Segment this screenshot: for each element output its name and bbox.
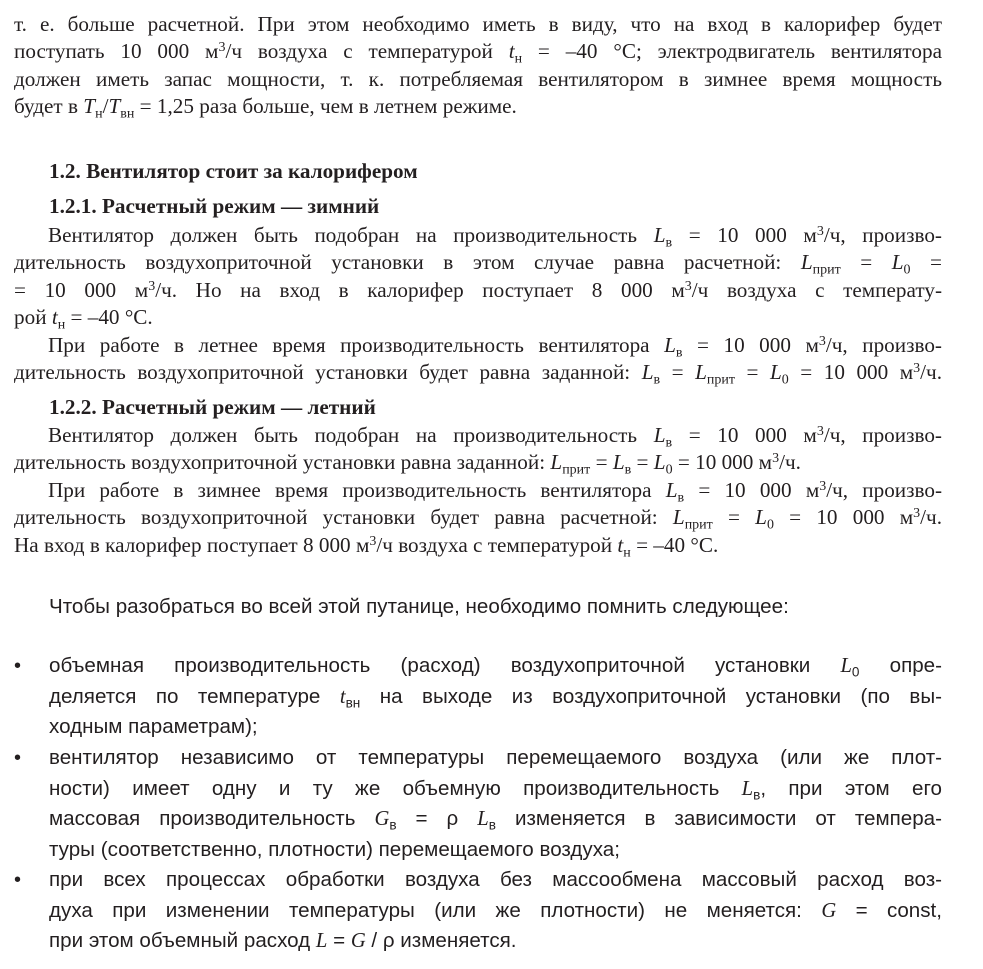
paragraph [14,422,942,477]
subscript: в [653,372,661,388]
text-line [14,477,942,504]
text-run: /ч. Но на вход в калорифер поступает 8 000 м [155,277,685,302]
subscript: 0 [665,462,673,478]
math-var: L [741,777,754,800]
text-line [14,93,942,120]
math-var: L [653,423,666,447]
superscript: 3 [913,506,921,522]
superscript: 3 [369,533,377,549]
text-run: = [327,929,351,953]
math-var: L [769,360,782,385]
subscript: в [675,345,683,361]
subscript: 0 [781,372,789,388]
subscript: в [488,817,496,833]
superscript: 3 [148,278,156,294]
text-run: рой [14,305,52,330]
text-run: Вентилятор должен быть подобран на производительность [48,423,654,447]
math-var: G [350,930,366,953]
text-run: опре- [859,654,942,677]
text-line [49,651,942,682]
text-run: /ч, произво- [823,223,942,247]
subscript: прит [706,372,735,388]
text-run: При работе в летнее время производительность вентилятора [48,333,665,357]
text-line [14,449,942,476]
text-line [49,865,942,896]
text-run: будет в [14,94,84,119]
text-line [49,835,942,866]
subscript: 0 [766,517,774,533]
text-run: = 10 000 м [788,360,914,385]
text-run: = 10 000 м [773,505,914,530]
text-line [14,66,942,93]
superscript: 3 [218,40,226,56]
text-run: = 10 000 м [684,478,820,502]
math-var: T [108,94,121,119]
math-var: L [550,450,563,475]
text-run: /ч, произво- [825,333,942,357]
list-item [49,651,942,743]
text-run: = const, [836,898,942,922]
text-run: = –40 °C. [630,532,719,557]
text-run: = –40 °C; электродвигатель вентилятора [522,39,942,64]
text-run: дительность воздухоприточной установки равна заданной: [14,450,551,475]
text-run: /ч. [779,450,801,475]
math-var: L [664,333,676,357]
superscript: 3 [816,424,824,440]
text-line [14,504,942,531]
text-run: вентилятор независимо от температуры перемещаемого воздуха (или же плот- [49,746,942,769]
subscript: в [665,235,673,251]
math-var: t [51,305,58,330]
superscript: 3 [818,334,826,350]
math-var: L [653,450,666,475]
text-line [49,926,942,957]
math-var: L [755,505,767,530]
text-run: объемная производительность (расход) воздухоприточной установки [49,654,841,677]
text-line [14,332,942,359]
text-run: /ч. [920,505,942,530]
text-line [14,304,942,331]
text-run: духа при изменении температуры (или же плотности) не меняется: [49,898,822,922]
math-var: G [821,899,837,922]
math-var: t [339,685,346,708]
text-run: на выходе из воздухоприточной установки (по вы- [360,684,942,708]
text-run: дительность воздухоприточной установки будет равна заданной: [14,360,642,385]
text-line [14,249,942,276]
text-run: массовая производительность [49,807,375,831]
text-run: туры (соответственно, плотности) перемещаемого воздуха; [49,837,620,861]
text-line [14,277,942,304]
subscript: прит [812,262,841,278]
text-line [49,804,942,835]
subscript: в [624,462,632,478]
math-var: L [653,223,666,247]
text-run: = [590,450,613,475]
subscript: в [677,490,685,506]
math-var: L [477,808,489,831]
text-run: = [734,360,770,385]
math-var: L [695,360,707,385]
subscript: н [57,317,66,333]
text-run: при всех процессах обработки воздуха без массообмена массовый расход воз- [49,868,942,891]
text-run: / ρ изменяется. [365,929,517,953]
superscript: 3 [684,278,692,294]
text-line [14,422,942,449]
text-run: = 10 000 м [14,277,149,302]
text-run: /ч воздуха с температурой [376,532,618,557]
subscript: н [95,106,103,122]
text-run: деляется по температуре [49,684,340,708]
math-var: L [315,930,328,953]
paragraph-top [14,11,942,121]
text-run: = –40 °C. [65,305,153,330]
text-line [49,743,942,774]
text-run: т. е. больше расчетной. При этом необходимо иметь в виду, что на вход в калорифер будет [14,12,942,36]
text-line [14,11,942,38]
subsection-heading: 1.2.1. Расчетный режим — зимний [49,194,380,218]
text-run: На вход в калорифер поступает 8 000 м [14,532,370,557]
subscript: н [514,51,523,67]
subscript: вн [120,106,135,122]
paragraph [14,332,942,387]
text-run: должен иметь запас мощности, т. к. потребляемая вентилятором в зимнее время мощность [14,66,942,91]
text-run: = 10 000 м [672,223,817,247]
subscript: вн [345,694,361,710]
superscript: 3 [816,224,824,240]
text-line [14,532,942,559]
text-run: = [631,450,654,475]
subscript: 0 [851,664,860,680]
text-run: изменяется в зависимости от темпера- [495,807,942,831]
list-item [49,743,942,865]
math-var: L [891,250,904,275]
text-run: ходным параметрам); [49,715,258,739]
math-var: L [641,360,654,385]
math-var: L [840,655,852,677]
text-run: = 10 000 м [672,450,773,475]
subscript: прит [684,517,713,533]
subscript: в [665,435,673,451]
subscript: в [389,817,397,833]
text-run: При работе в зимнее время производительность вентилятора [48,478,666,502]
text-run: дительность воздухоприточной установки будет равна расчетной: [14,505,673,530]
text-run: = 10 000 м [672,423,817,447]
summary-intro: Чтобы разобраться во всей этой путанице, необходимо помнить следующее: [49,595,789,618]
text-run: /ч воздуха с температурой [225,39,509,64]
text-line [49,896,942,927]
text-run: ности) имеет одну и ту же объемную производительность [49,776,742,800]
text-run: /ч. [920,360,943,385]
text-run: дительность воздухоприточной установки в этом случае равна расчетной: [14,250,801,275]
text-run: поступать 10 000 м [14,39,219,64]
text-run: = [660,360,696,385]
paragraph [14,222,942,332]
subscript: в [753,786,761,802]
subsection-heading: 1.2.2. Расчетный режим — летний [49,395,376,419]
math-var: L [612,450,625,475]
text-line [14,38,942,65]
text-run: /ч, произво- [823,423,942,447]
text-run: = ρ [396,807,478,831]
text-run: = 10 000 м [682,333,819,357]
math-var: t [508,39,515,64]
superscript: 3 [772,451,780,467]
math-var: t [617,532,624,557]
text-line [49,682,942,713]
text-line [49,774,942,805]
text-run: = [712,505,756,530]
text-run: = [840,250,892,275]
text-run: , при этом его [760,776,942,800]
text-line [14,222,942,249]
text-run: /ч воздуха с температу- [691,277,942,302]
bullet-icon: • [14,655,22,677]
bullet-icon: • [14,869,22,891]
math-var: L [665,478,678,502]
text-run: = 1,25 раза больше, чем в летнем режиме. [134,94,517,119]
subscript: н [623,545,631,561]
subscript: прит [562,462,591,478]
paragraph [14,477,942,559]
text-line [14,359,942,386]
list-item [49,865,942,957]
bullet-icon: • [14,747,22,769]
math-var: L [800,250,813,275]
text-run: при этом объемный расход [49,929,316,953]
text-run: Вентилятор должен быть подобран на производительность [48,223,654,247]
text-line [49,712,942,743]
superscript: 3 [819,479,827,495]
math-var: G [374,808,390,831]
text-run: /ч, произво- [826,478,943,502]
math-var: T [83,94,96,119]
section-heading: 1.2. Вентилятор стоит за калорифером [49,159,418,183]
text-run: = [910,250,943,275]
math-var: L [672,505,685,530]
subscript: 0 [903,262,911,278]
superscript: 3 [913,361,921,377]
text-run: / [102,94,109,119]
